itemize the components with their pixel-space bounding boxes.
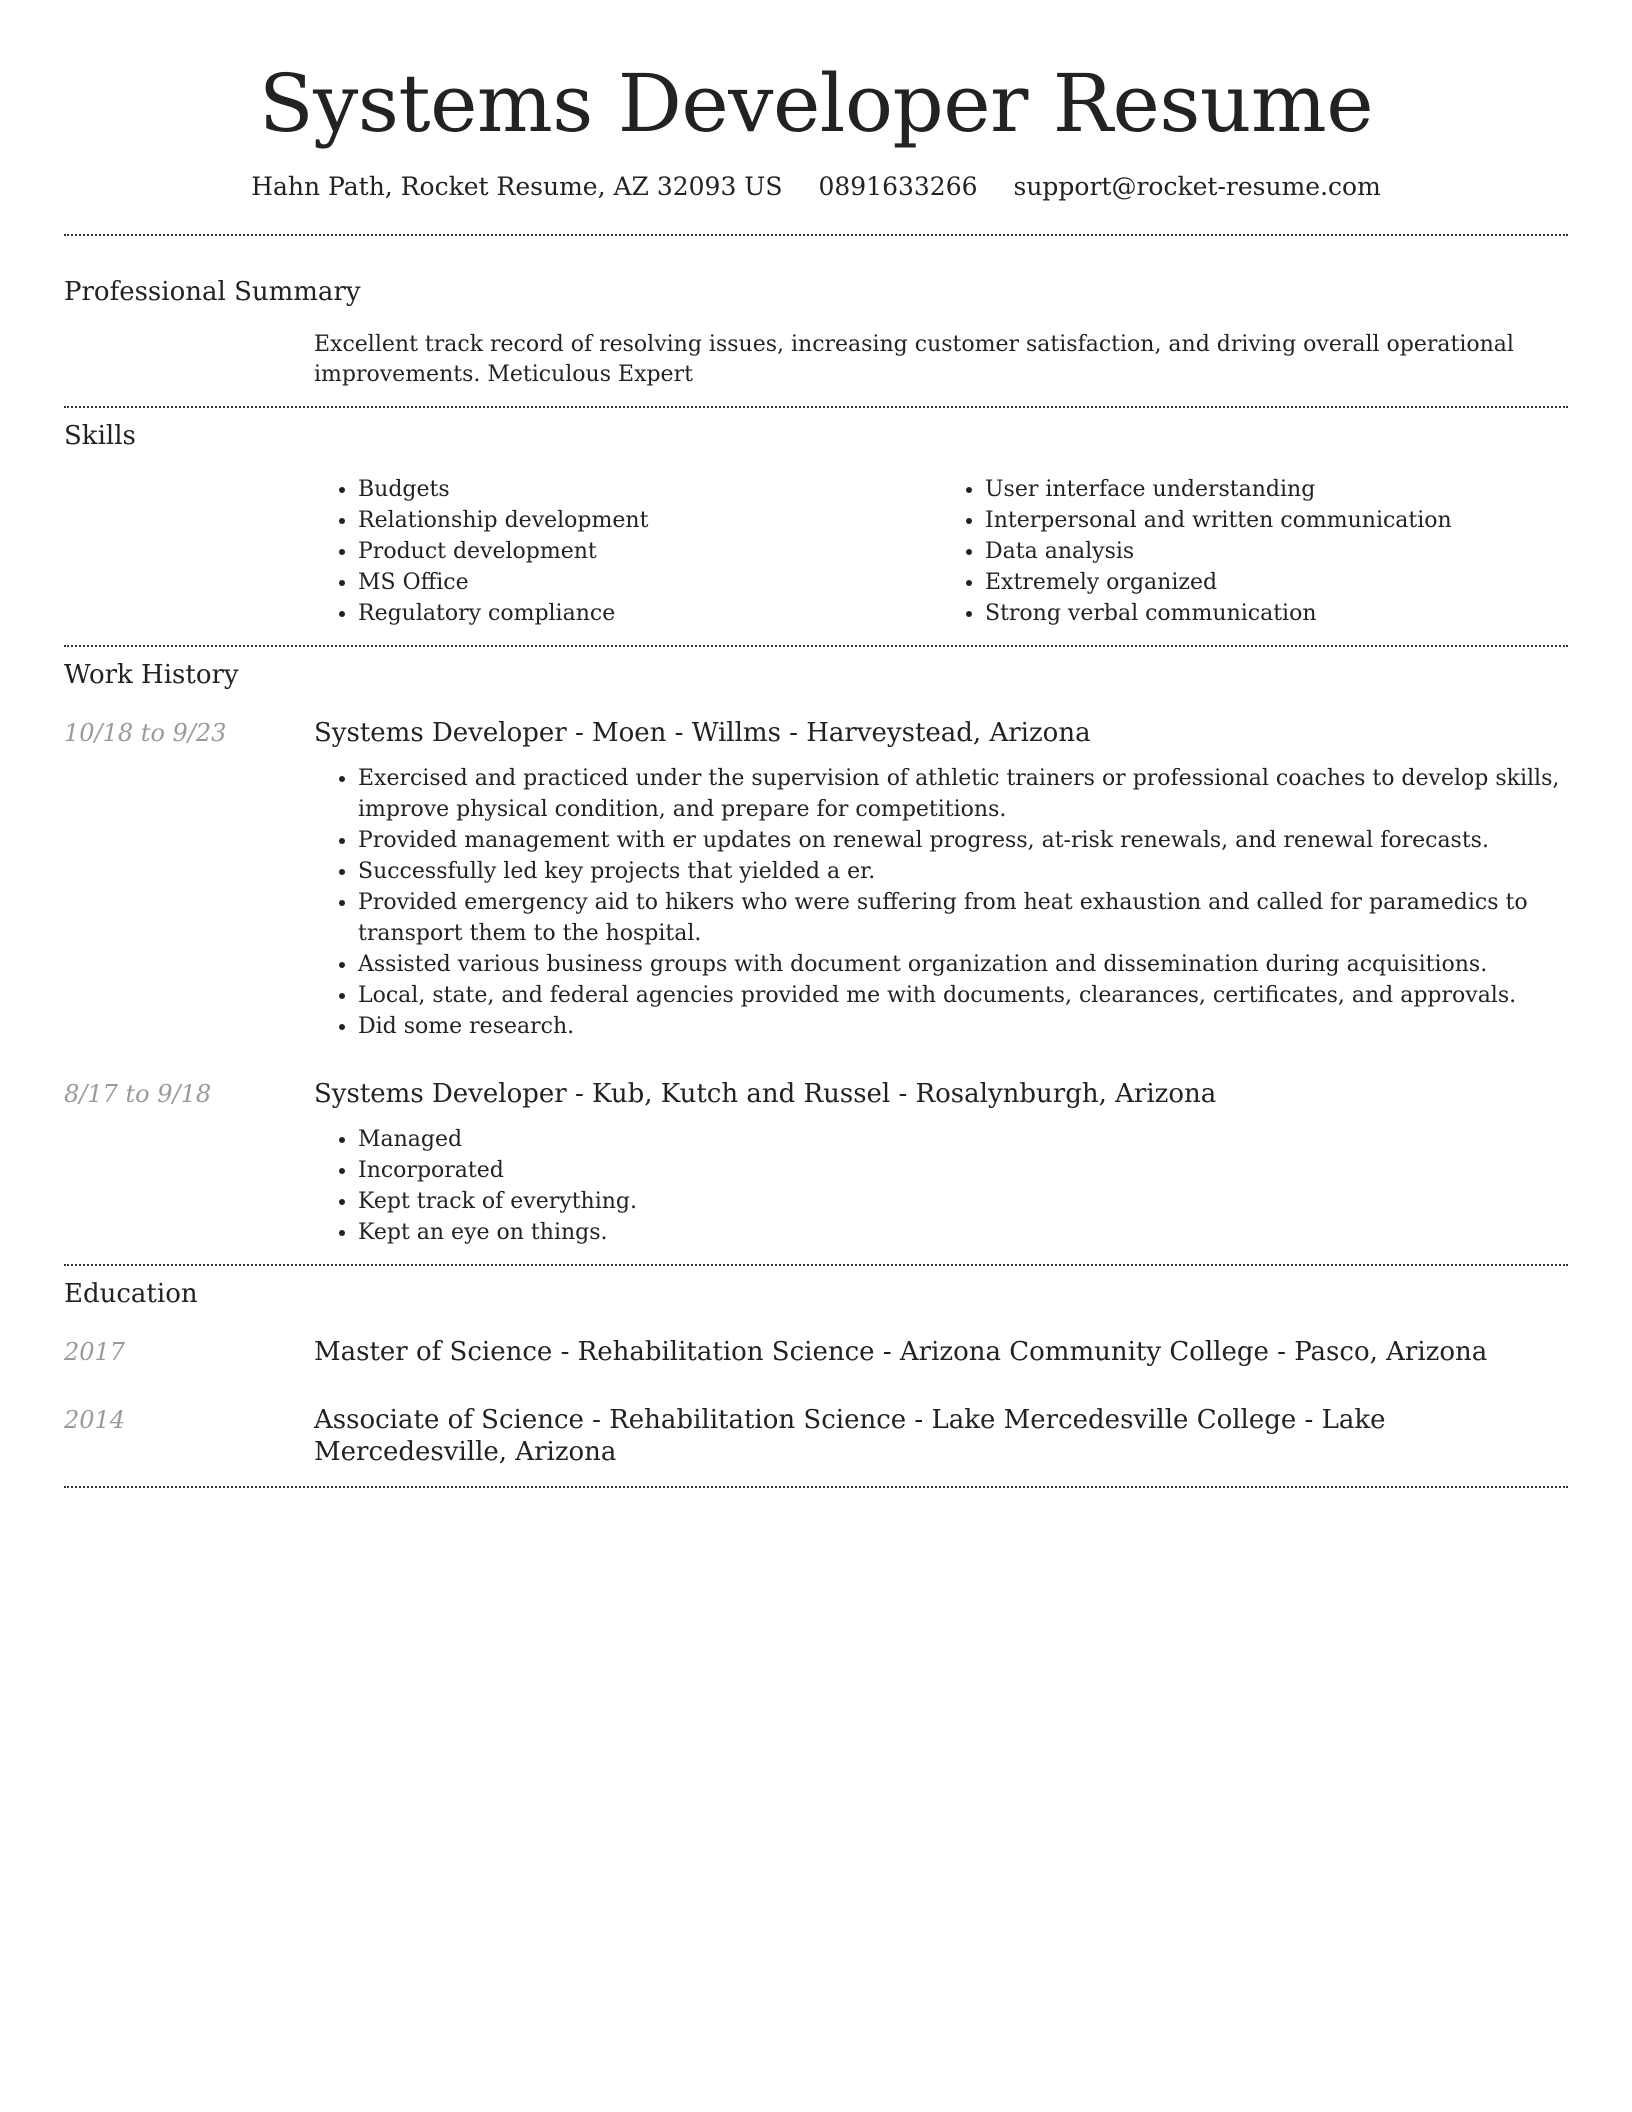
resume-page: [64, 0, 1568, 1488]
skill-item: • Budgets: [358, 474, 941, 505]
job-bullet: • Kept track of everything.: [358, 1186, 1568, 1217]
job-bullet: • Did some research.: [358, 1011, 1568, 1042]
skills-list: [314, 474, 1568, 629]
skill-item: • Interpersonal and written communication: [985, 505, 1568, 536]
skill-item: • Regulatory compliance: [358, 598, 941, 629]
skill-item: • MS Office: [358, 567, 941, 598]
education-year: 2017: [64, 1338, 126, 1366]
skill-item: • User interface understanding: [985, 474, 1568, 505]
job-dates: 10/18 to 9/23: [64, 719, 227, 747]
summary-section: [64, 276, 1568, 390]
skill-item: • Relationship development: [358, 505, 941, 536]
section-heading-summary: Professional Summary: [64, 277, 361, 307]
resume-title: Systems Developer Resume: [258, 57, 1374, 150]
education-title: Master of Science - Rehabilitation Science - Arizona Community College - Pasco, Arizona: [314, 1337, 1488, 1367]
address: Hahn Path, Rocket Resume, AZ 32093 US: [251, 172, 783, 201]
divider: [64, 645, 1568, 647]
job-entry: [64, 717, 1568, 1042]
skill-item: • Strong verbal communication: [985, 598, 1568, 629]
job-bullet: • Successfully led key projects that yielded a er.: [358, 856, 1568, 887]
job-entry: [64, 1078, 1568, 1248]
divider: [64, 1264, 1568, 1266]
job-title: Systems Developer - Moen - Willms - Harveystead, Arizona: [314, 718, 1091, 748]
divider: [64, 1486, 1568, 1488]
skill-item: • Data analysis: [985, 536, 1568, 567]
job-bullet: • Incorporated: [358, 1155, 1568, 1186]
phone: 0891633266: [818, 172, 978, 201]
skills-column-right: [941, 474, 1568, 629]
education-entry: [64, 1336, 1568, 1368]
education-entry: [64, 1404, 1568, 1468]
job-bullet: • Kept an eye on things.: [358, 1217, 1568, 1248]
work-history-section: [64, 659, 1568, 1248]
divider: [64, 234, 1568, 236]
skills-section: [64, 420, 1568, 629]
job-dates: 8/17 to 9/18: [64, 1080, 212, 1108]
education-year: 2014: [64, 1406, 126, 1434]
education-section: [64, 1278, 1568, 1468]
education-title: Associate of Science - Rehabilitation Science - Lake Mercedesville College - Lake Mercedesville, Arizona: [314, 1405, 1386, 1467]
email: support@rocket-resume.com: [1013, 172, 1381, 201]
job-bullet: • Provided management with er updates on renewal progress, at-risk renewals, and renewal forecasts.: [358, 825, 1568, 856]
skill-item: • Product development: [358, 536, 941, 567]
job-bullet: • Local, state, and federal agencies provided me with documents, clearances, certificates, and approvals.: [358, 980, 1568, 1011]
job-bullet: • Managed: [358, 1124, 1568, 1155]
skills-column-left: [314, 474, 941, 629]
job-bullet: • Exercised and practiced under the supervision of athletic trainers or professional coaches to develop skills, improve physical condition, and prepare for competitions.: [358, 763, 1568, 825]
job-bullet: • Provided emergency aid to hikers who were suffering from heat exhaustion and called for paramedics to transport them to the hospital.: [358, 887, 1568, 949]
job-title: Systems Developer - Kub, Kutch and Russel - Rosalynburgh, Arizona: [314, 1079, 1217, 1109]
summary-text: Excellent track record of resolving issues, increasing customer satisfaction, and driving overall operational improvements. Meticulous Expert: [314, 332, 1514, 387]
section-heading-skills: Skills: [64, 421, 136, 451]
job-bullet: • Assisted various business groups with document organization and dissemination during acquisitions.: [358, 949, 1568, 980]
divider: [64, 406, 1568, 408]
section-heading-work-history: Work History: [64, 660, 239, 690]
contact-line: [64, 172, 1568, 202]
job-bullets: [314, 1124, 1568, 1248]
skill-item: • Extremely organized: [985, 567, 1568, 598]
section-heading-education: Education: [64, 1279, 198, 1309]
job-bullets: [314, 763, 1568, 1042]
